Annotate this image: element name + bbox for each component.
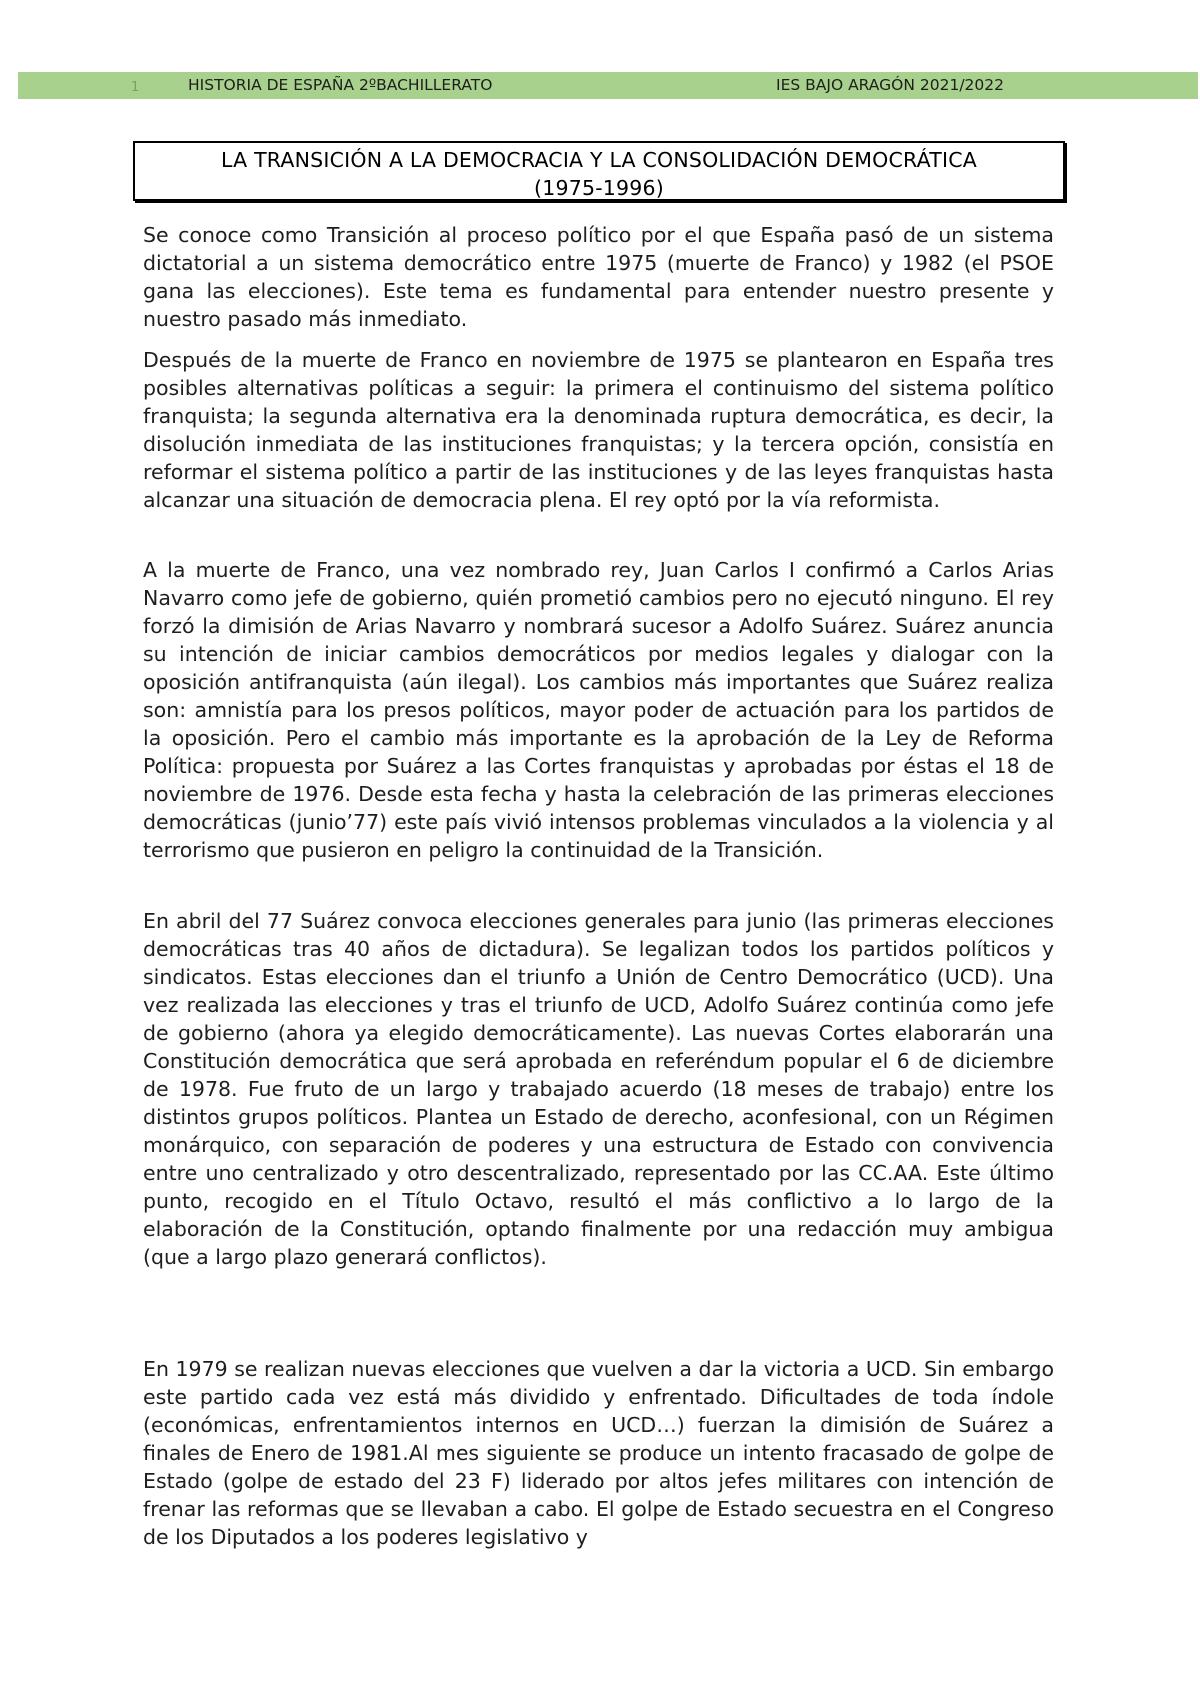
paragraph-5: En 1979 se realizan nuevas elecciones que vuelven a dar la victoria a UCD. Sin embargo este partido cada vez está más dividido y enfrentado. Dificultades de toda índole (económicas, enfrentamientos internos en UCD…) fuerzan la dimisión de Suárez a finales de Enero de 1981.Al mes siguiente se produce un intento fracasado de golpe de Estado (golpe de estado del 23 F) liderado por altos jefes militares con intención de frenar las reformas que se llevaban a cabo. El golpe de Estado secuestra en el Congreso de los Diputados a los poderes legislativo y [143, 1357, 1054, 1549]
header-course-title: HISTORIA DE ESPAÑA 2ºBACHILLERATO [188, 76, 493, 94]
document-title [133, 141, 1065, 201]
header-school-year: IES BAJO ARAGÓN 2021/2022 [776, 76, 1004, 94]
title-line-2: (1975-1996) [534, 176, 664, 200]
paragraph-2: Después de la muerte de Franco en noviembre de 1975 se plantearon en España tres posibles alternativas políticas a seguir: la primera el continuismo del sistema político franquista; la segunda alternativa era la denominada ruptura democrática, es decir, la disolución inmediata de las instituciones franquistas; y la tercera opción, consistía en reformar el sistema político a partir de las instituciones y de las leyes franquistas hasta alcanzar una situación de democracia plena. El rey optó por la vía reformista. [143, 348, 1054, 512]
page-header [18, 72, 1198, 99]
page-number: 1 [131, 80, 140, 95]
paragraph-3: A la muerte de Franco, una vez nombrado rey, Juan Carlos I confirmó a Carlos Arias Navarro como jefe de gobierno, quién prometió cambios pero no ejecutó ninguno. El rey forzó la dimisión de Arias Navarro y nombrará sucesor a Adolfo Suárez. Suárez anuncia su intención de iniciar cambios democráticos por medios legales y dialogar con la oposición antifranquista (aún ilegal). Los cambios más importantes que Suárez realiza son: amnistía para los presos políticos, mayor poder de actuación para los partidos de la oposición. Pero el cambio más importante es la aprobación de la Ley de Reforma Política: propuesta por Suárez a las Cortes franquistas y aprobadas por éstas el 18 de noviembre de 1976. Desde esta fecha y hasta la celebración de las primeras elecciones democráticas (junio’77) este país vivió intensos problemas vinculados a la violencia y al terrorismo que pusieron en peligro la continuidad de la Transición. [143, 558, 1054, 862]
paragraph-4: En abril del 77 Suárez convoca elecciones generales para junio (las primeras elecciones democráticas tras 40 años de dictadura). Se legalizan todos los partidos políticos y sindicatos. Estas elecciones dan el triunfo a Unión de Centro Democrático (UCD). Una vez realizada las elecciones y tras el triunfo de UCD, Adolfo Suárez continúa como jefe de gobierno (ahora ya elegido democráticamente). Las nuevas Cortes elaborarán una Constitución democrática que será aprobada en referéndum popular el 6 de diciembre de 1978. Fue fruto de un largo y trabajado acuerdo (18 meses de trabajo) entre los distintos grupos políticos. Plantea un Estado de derecho, aconfesional, con un Régimen monárquico, con separación de poderes y una estructura de Estado con convivencia entre uno centralizado y otro descentralizado, representado por las CC.AA. Este último punto, recogido en el Título Octavo, resultó el más conflictivo a lo largo de la elaboración de la Constitución, optando finalmente por una redacción muy ambigua (que a largo plazo generará conflictos). [143, 909, 1054, 1269]
paragraph-1: Se conoce como Transición al proceso político por el que España pasó de un sistema dictatorial a un sistema democrático entre 1975 (muerte de Franco) y 1982 (el PSOE gana las elecciones). Este tema es fundamental para entender nuestro presente y nuestro pasado más inmediato. [143, 223, 1054, 331]
title-line-1: LA TRANSICIÓN A LA DEMOCRACIA Y LA CONSOLIDACIÓN DEMOCRÁTICA [221, 148, 977, 172]
